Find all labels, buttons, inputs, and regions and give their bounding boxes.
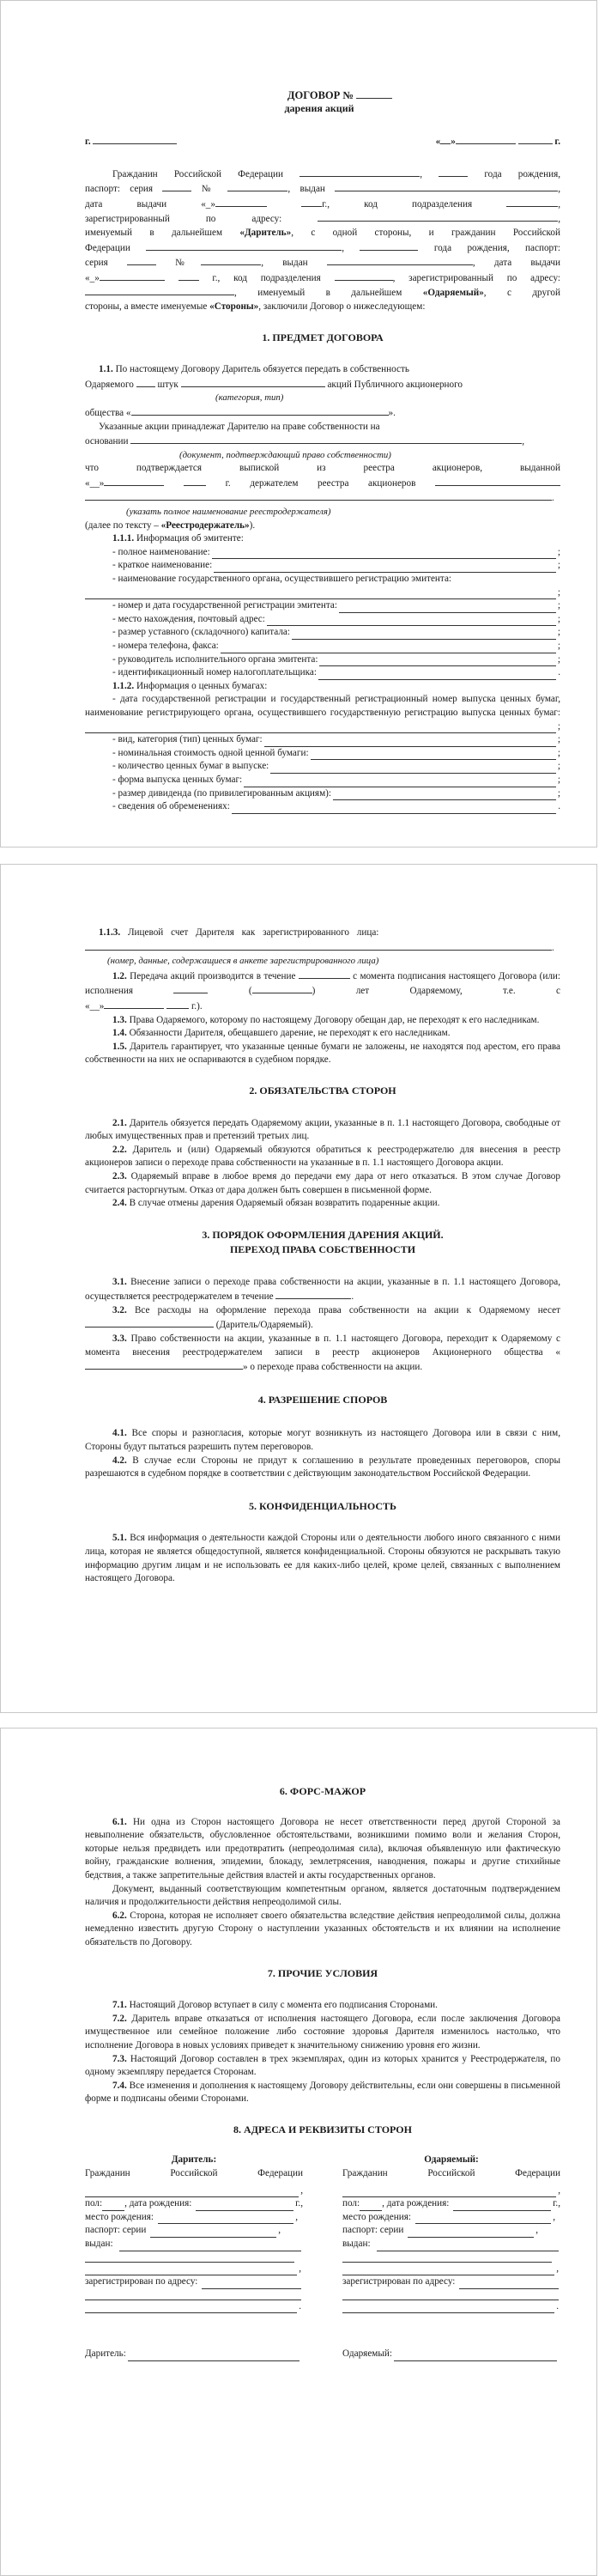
city-date-line bbox=[85, 134, 560, 149]
donee-issued-field[interactable]: выдан: bbox=[342, 2238, 560, 2251]
donor-address-field[interactable]: зарегистрирован по адресу: bbox=[85, 2275, 303, 2289]
donee-passport-field[interactable]: паспорт: серии , bbox=[342, 2224, 560, 2238]
hint-category: (категория, тип) bbox=[215, 392, 284, 404]
section-7-heading: 7. ПРОЧИЕ УСЛОВИЯ bbox=[267, 1966, 378, 1979]
section-3-heading: 3. ПОРЯДОК ОФОРМЛЕНИЯ ДАРЕНИЯ АКЦИЙ. ПЕРЕХОД ПРАВА СОБСТВЕННОСТИ bbox=[202, 1228, 444, 1255]
document-page-3 bbox=[0, 1728, 597, 2576]
donor-details: Даритель: Гражданин Российской Федерации , пол: , дата рождения: г., место рождения: , паспорт: серии , выдан: , зарегистрирован по адресу: . Даритель: bbox=[85, 2154, 303, 2361]
issuer-fields: - полное наименование: ; - краткое наименование: ; - наименование государственного органа, осуществившего регистрацию эмитента: bbox=[112, 546, 560, 585]
hint-registrar: (указать полное наименование реестродержателя) bbox=[126, 507, 331, 518]
donee-birth-field[interactable]: пол: , дата рождения: г., bbox=[342, 2197, 560, 2211]
donor-name-field[interactable]: , bbox=[85, 2184, 303, 2198]
donor-birthplace-field[interactable]: место рождения: , bbox=[85, 2211, 303, 2225]
section-4: 4.1. Все споры и разногласия, которые могут возникнуть из настоящего Договора или в связи с ним, Стороны будут пытаться разрешить путем переговоров. 4.2. В случае если Стороны не придут к соглашению в результате проведенных переговоров, споры разрешаются в судебном порядке в соответствии с действующим законодательством Российской Федерации. bbox=[85, 1428, 561, 1479]
donee-birthplace-field[interactable]: место рождения: , bbox=[342, 2211, 560, 2225]
section-6: 6.1. Ни одна из Сторон настоящего Договора не несет ответственности перед другой Стороной за невыполнение обязательств, обусловленное обстоятельствами, возникшими помимо воли и желания Сторон, которые нельзя предвидеть или предотвратить (непреодолимая сила), включая объявленную или фактическую войну, гражданские волнения, эпидемии, блокаду, землетрясения, наводнения, пожары и другие стихийные бедствия, а также запретительные действия властей и акты государственных органов. Документ, выданный соответствующим компетентным органом, является достаточным подтверждением наличия и продолжительности действия непреодолимой силы. 6.2. Сторона, которая не исполняет своего обязательства вследствие действия непреодолимой силы, должна немедленно известить другую Сторону о наступлении указанных обстоятельств и их влиянии на исполнение обязательств по Договору. bbox=[85, 1816, 561, 1947]
city-field[interactable]: г. bbox=[85, 134, 177, 149]
section-4-heading: 4. РАЗРЕШЕНИЕ СПОРОВ bbox=[257, 1393, 388, 1406]
section-1: 1.1. По настоящему Договору Даритель обязуется передать в собственность Одаряемого штук акций Публичного акционерного (категория, тип) общества « ». Указанные акции принадлежат Дарителю на праве собственности на основании , (документ, подтверждающий право собственности) что подтверждается выпиской из реестра акционеров, выданной «__» г. держателем реестра акционеров . (указать полное наименование реестродержателя) (далее по тексту – «Реестродержатель»). 1.1.1. Информация об эмитенте: - полное наименование: ; - краткое наименование: ; - наименование государственного органа, осуществившего регистрацию эмитента: ; - номер и дата государственной регистрации эмитента: ; - место нахождения, почтовый адрес: ; - размер уставного (складочного) капитала: ; - номера телефона, факса: ; - руководитель исполнительного органа эмитента: ; - идентификационный номер налогоплательщика: . 1.1.2. Информация о ценных бумагах: - дата государственной регистрации и государственный регистрационный номер выпуска ценных бумаг, наименование регистрирующего органа, осуществившего государственную регистрацию выпуска ценных бумаг: ; - вид, категория (тип) ценных бумаг: ; - номинальная стоимость одной ценной бумаги: ; - количество ценных бумаг в выпуске: ; - форма выпуска ценных бумаг: ; - размер дивиденда (по привилегированным акциям): ; - сведения об обременениях: . bbox=[85, 363, 560, 814]
donor-issued-field[interactable]: выдан: bbox=[85, 2238, 303, 2251]
donee-signature-field[interactable]: Одаряемый: bbox=[342, 2348, 560, 2361]
contract-subtitle: дарения акций bbox=[284, 102, 354, 114]
donor-passport-field[interactable]: паспорт: серии , bbox=[85, 2224, 303, 2238]
section-7: 7.1. Настоящий Договор вступает в силу с момента его подписания Сторонами. 7.2. Даритель вправе отказаться от исполнения настоящего Договора, если после заключения Договора имущественное или семейное положение либо состояние здоровья Дарителя изменилось настолько, что исполнение Договора в новых условиях приведет к значительному снижению уровня его жизни. 7.3. Настоящий Договор составлен в трех экземплярах, один из которых хранится у Реестродержателя, по одному экземпляру передается Сторонам. 7.4. Все изменения и дополнения к настоящему Договору действительны, если они совершены в письменной форме и подписаны обеими Сторонами. bbox=[85, 2000, 561, 2105]
donee-name-field[interactable]: , bbox=[342, 2184, 560, 2198]
section-5: 5.1. Вся информация о деятельности каждой Стороны или о деятельности любого иного связанного с ними лица, которая не является общедоступной, является конфиденциальной. Стороны обязуются не раскрывать такую информацию другим лицам и не использовать ее для каких-либо целей, кроме целей, связанных с выполнением настоящего Договора. bbox=[85, 1533, 560, 1584]
contract-title: ДОГОВОР № bbox=[85, 88, 560, 102]
section-6-heading: 6. ФОРС-МАЖОР bbox=[279, 1785, 366, 1797]
document-page-1 bbox=[0, 0, 597, 848]
hint-account: (номер, данные, содержащиеся в анкете зарегистрированного лица) bbox=[107, 956, 379, 967]
section-2-heading: 2. ОБЯЗАТЕЛЬСТВА СТОРОН bbox=[249, 1084, 396, 1097]
document-page-2 bbox=[0, 864, 597, 1713]
hint-document: (документ, подтверждающий право собственности) bbox=[179, 449, 391, 460]
page-2-content: 1.1.3. Лицевой счет Дарителя как зарегистрированного лица: . (номер, данные, содержащиеся в анкете зарегистрированного лица) 1.2. Передача акций производится в течение с момента подписания настоящего Договора (или: исполнения ( ) лет Одаряемому, т.е. с «__» г.). 1.3. Права Одаряемого, которому по настоящему Договору обещан дар, не переходят к его наследникам. 1.4. Обязанности Дарителя, обещавшего дарение, не переходят к его наследникам. 1.5. Даритель гарантирует, что указанные ценные бумаги не заложены, не находятся под арестом, его права собственности на них не оспариваются в судебном порядке. 2. ОБЯЗАТЕЛЬСТВА СТОРОН 2.1. Даритель обязуется передать Одаряемому акции, указанные в п. 1.1 настоящего Договора, свободные от любых имущественных прав и претензий третьих лиц. 2.2. Даритель и (или) Одаряемый обязуются обратиться к реестродержателю для внесения в реестр акционеров записи о переходе права собственности на указанные в п. 1.1 настоящего Договора акции. 2.3. Одаряемый вправе в любое время до передачи ему дара от него отказаться. В этом случае Договор считается расторгнутым. Отказ от дара должен быть совершен в письменной форме. 2.4. В случае отмены дарения Одаряемый обязан возвратить подаренные акции. 3. ПОРЯДОК ОФОРМЛЕНИЯ ДАРЕНИЯ АКЦИЙ. ПЕРЕХОД ПРАВА СОБСТВЕННОСТИ 3.1. Внесение записи о переходе права собственности на акции, указанные в п. 1.1 настоящего Договора, осуществляется реестродержателем в течение . 3.2. Все расходы на оформление перехода права собственности на акции к Одаряемому несет (Даритель/Одаряемый). 3.3. Право собственности на акции, указанные в п. 1.1 настоящего Договора, переходит к Одаряемому с момента внесения реестродержателем записи в реестр акционеров Акционерного общества «» о переходе права собственности на акции. 4. РАЗРЕШЕНИЕ СПОРОВ 4.1. Все споры и разногласия, которые могут возникнуть из настоящего Договора или в связи с ним, Стороны будут пытаться разрешить путем переговоров. 4.2. В случае если Стороны не придут к соглашению в результате проведенных переговоров, споры разрешаются в судебном порядке в соответствии с действующим законодательством Российской Федерации. 5. КОНФИДЕНЦИАЛЬНОСТЬ 5.1. Вся информация о деятельности каждой Стороны или о деятельности любого иного связанного с ними лица, которая не является общедоступной, является конфиденциальной. Стороны обязуются не раскрывать такую информацию другим лицам и не использовать ее для каких-либо целей, кроме целей, связанных с выполнением настоящего Договора. bbox=[85, 927, 560, 1586]
section-2: 2.1. Даритель обязуется передать Одаряемому акции, указанные в п. 1.1 настоящего Договора, свободные от любых имущественных прав и претензий третьих лиц. 2.2. Даритель и (или) Одаряемый обязуются обратиться к реестродержателю для внесения в реестр акционеров записи о переходе права собственности на указанные в п. 1.1 настоящего Договора акции. 2.3. Одаряемый вправе в любое время до передачи ему дара от него отказаться. В этом случае Договор считается расторгнутым. Отказ от дара должен быть совершен в письменной форме. 2.4. В случае отмены дарения Одаряемый обязан возвратить подаренные акции. bbox=[85, 1117, 561, 1209]
page-3-content bbox=[85, 1785, 560, 2361]
section-5-heading: 5. КОНФИДЕНЦИАЛЬНОСТЬ bbox=[249, 1499, 396, 1512]
securities-fields: - вид, категория (тип) ценных бумаг: ; - номинальная стоимость одной ценной бумаги: ; - количество ценных бумаг в выпуске: ; - форма выпуска ценных бумаг: ; - размер дивиденда (по привилегированным акциям): ; - сведения об обременениях: . bbox=[85, 733, 560, 814]
donee-details: Одаряемый: Гражданин Российской Федерации , пол: , дата рождения: г., место рождения: , паспорт: серии , выдан: , зарегистрирован по адресу: . Одаряемый: bbox=[342, 2154, 560, 2361]
section-3: 3.1. Внесение записи о переходе права собственности на акции, указанные в п. 1.1 настоящего Договора, осуществляется реестродержателем в течение . 3.2. Все расходы на оформление перехода права собственности на акции к Одаряемому несет (Даритель/Одаряемый). 3.3. Право собственности на акции, указанные в п. 1.1 настоящего Договора, переходит к Одаряемому с момента внесения реестродержателем записи в реестр акционеров Акционерного общества «» о переходе права собственности на акции. bbox=[85, 1276, 561, 1373]
section-1-heading: 1. ПРЕДМЕТ ДОГОВОРА bbox=[262, 331, 384, 343]
donor-birth-field[interactable]: пол: , дата рождения: г., bbox=[85, 2197, 303, 2211]
page-1-content bbox=[85, 88, 560, 814]
section-8-heading: 8. АДРЕСА И РЕКВИЗИТЫ СТОРОН bbox=[233, 2123, 412, 2136]
donee-address-field[interactable]: зарегистрирован по адресу: bbox=[342, 2275, 560, 2289]
party-details bbox=[85, 2154, 560, 2361]
date-field[interactable]: « » г. bbox=[436, 134, 560, 149]
preamble: Гражданин Российской Федерации , года рождения, паспорт: серия № , выдан , дата выдачи «_» г., код подразделения , зарегистрированный по адресу: , именуемый в дальнейшем «Даритель», с одной стороны, и гражданин Российской Федерации , года рождения, паспорт: серия № , выдан , дата выдачи «_» г., код подразделения , зарегистрированный по адресу: , именуемый в дальнейшем «Одаряемый», с другой стороны, а вместе именуемые «Стороны», заключили Договор о нижеследующем: bbox=[85, 167, 560, 314]
donor-signature-field[interactable]: Даритель: bbox=[85, 2348, 303, 2361]
